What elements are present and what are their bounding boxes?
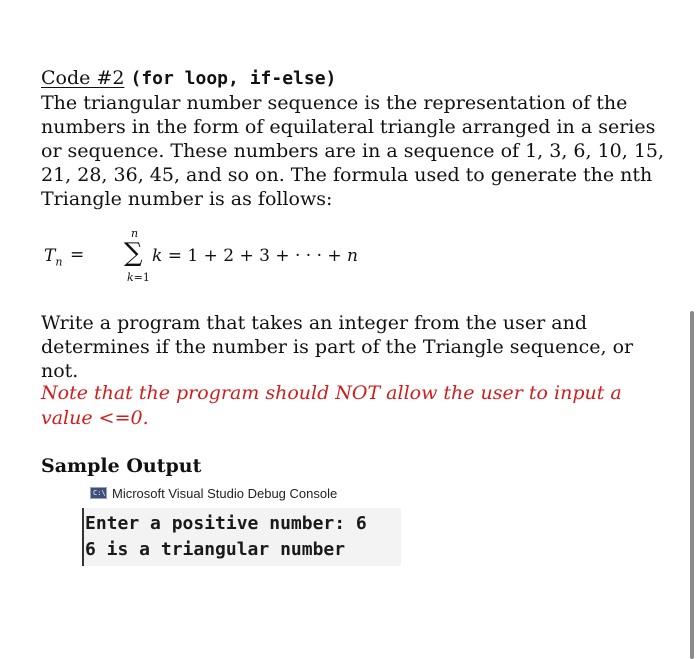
console-title-bar (90, 484, 337, 502)
console-line: 6 is a triangular number (85, 539, 346, 560)
code-label: Code #2 (41, 67, 125, 89)
intro-paragraph: The triangular number sequence is the representation of the numbers in the form of equilateral triangle arranged in a series or sequence. These numbers are in a sequence of 1, 3, 6, 10, 15, 21, 28, 36, 45, and so on. The formula used to generate the nth Triangle number is as follows: (41, 92, 665, 210)
formula-expansion: k = 1 + 2 + 3 + · · · + n (152, 246, 358, 266)
sample-output-title: Sample Output (41, 455, 202, 477)
console-output (82, 508, 401, 566)
scrollbar[interactable] (690, 311, 694, 659)
sum-upper-limit: n (131, 227, 139, 240)
note-text: Note that the program should NOT allow the user to input a value <=0. (41, 382, 622, 429)
task-paragraph: Write a program that takes an integer from the user and determines if the number is part of the Triangle sequence, or not. (41, 312, 634, 382)
formula-equals: = (70, 245, 85, 265)
console-title: Microsoft Visual Studio Debug Console (112, 485, 338, 501)
formula-lhs: $T_n$ (44, 246, 63, 269)
sum-lower-limit: k=1 (127, 271, 150, 284)
sigma-symbol: ∑ (124, 238, 143, 268)
console-icon: C:\ (90, 487, 107, 499)
code-spec: (for loop, if-else) (130, 68, 337, 89)
console-line: Enter a positive number: 6 (85, 513, 367, 534)
code-heading (41, 66, 336, 91)
triangle-formula (44, 222, 358, 292)
